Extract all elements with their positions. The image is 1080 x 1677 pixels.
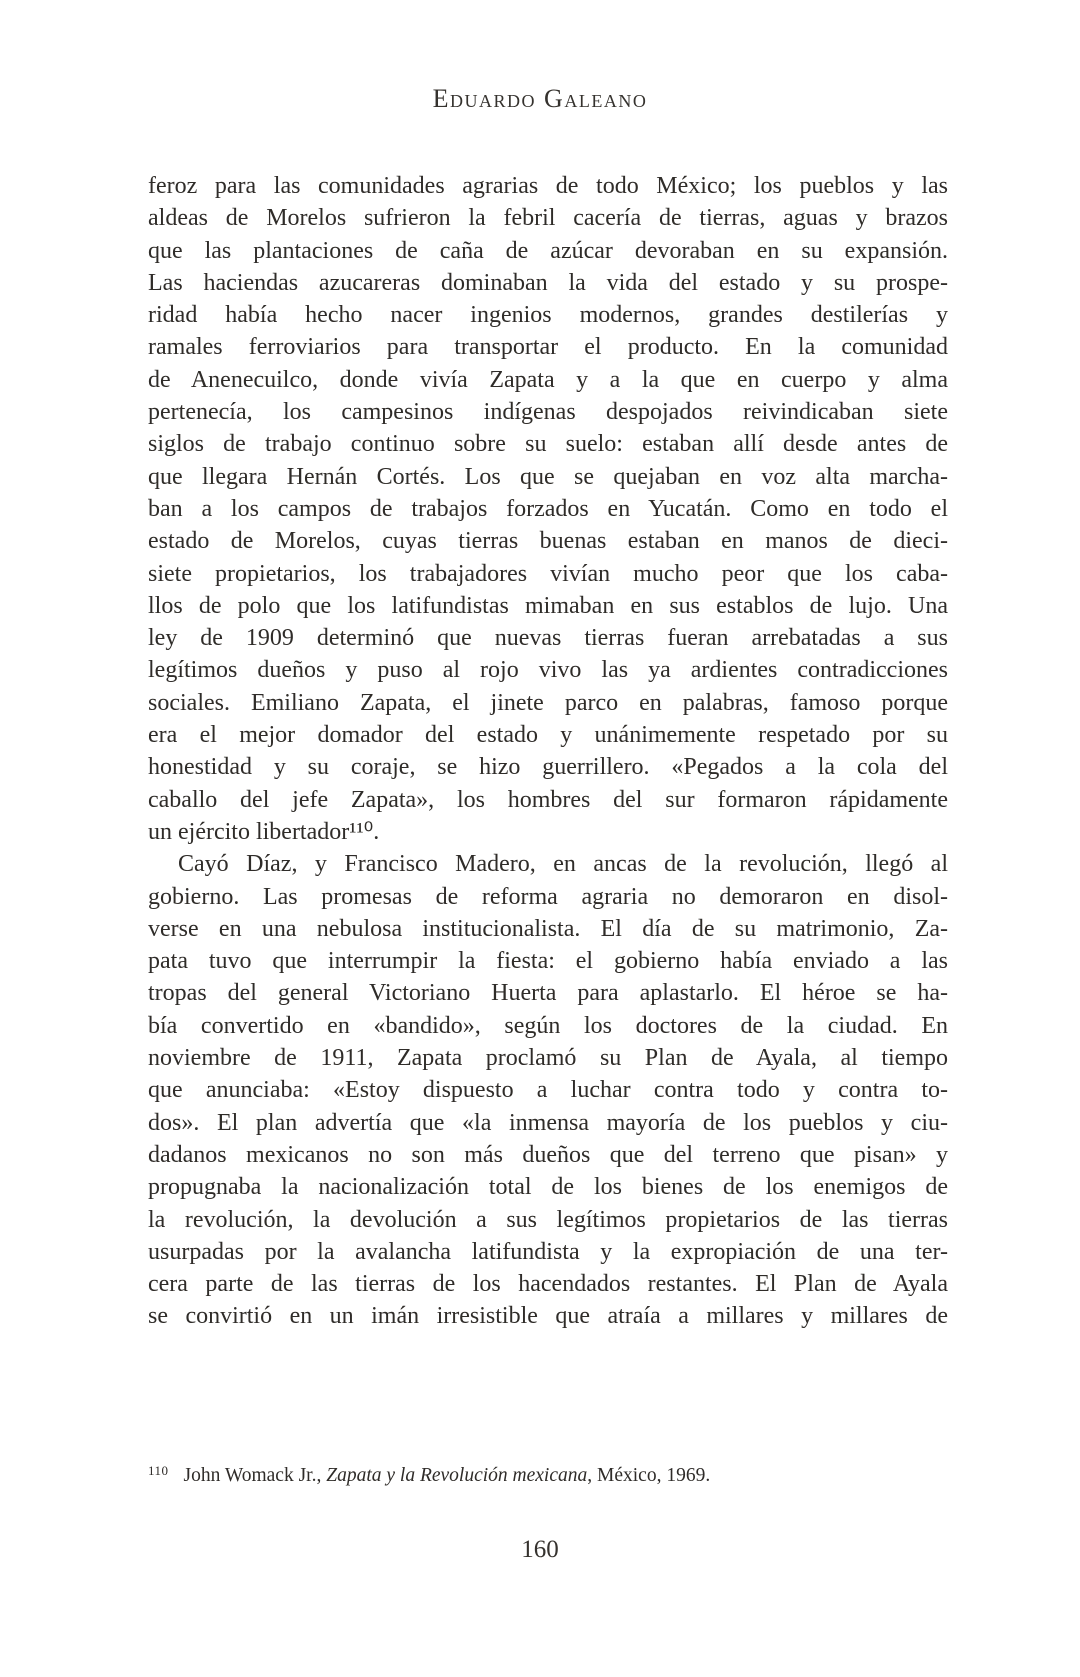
text-line: sociales. Emiliano Zapata, el jinete parco en palabras, famoso porque bbox=[148, 689, 948, 716]
text-line: que llegara Hernán Cortés. Los que se quejaban en voz alta marcha- bbox=[148, 463, 948, 490]
text-line: pata tuvo que interrumpir la fiesta: el gobierno había enviado a las bbox=[148, 948, 948, 975]
text-line: propugnaba la nacionalización total de los bienes de los enemigos de bbox=[148, 1174, 948, 1201]
text-line: pertenecía, los campesinos indígenas despojados reivindicaban siete bbox=[148, 399, 948, 426]
text-line: noviembre de 1911, Zapata proclamó su Plan de Ayala, al tiempo bbox=[148, 1045, 948, 1072]
text-line: usurpadas por la avalancha latifundista y la expropiación de una ter- bbox=[148, 1238, 948, 1265]
text-line: que las plantaciones de caña de azúcar devoraban en su expansión. bbox=[148, 237, 948, 264]
footnote-author: John Womack Jr., bbox=[183, 1465, 327, 1486]
paragraph bbox=[148, 170, 948, 848]
text-line: cera parte de las tierras de los hacendados restantes. El Plan de Ayala bbox=[148, 1271, 948, 1298]
text-line: dadanos mexicanos no son más dueños que del terreno que pisan» y bbox=[148, 1141, 948, 1168]
page-number: 160 bbox=[521, 1536, 559, 1563]
footnote bbox=[148, 1458, 948, 1489]
text-line: bía convertido en «bandido», según los doctores de la ciudad. En bbox=[148, 1012, 948, 1039]
text-line: aldeas de Morelos sufrieron la febril cacería de tierras, aguas y brazos bbox=[148, 205, 948, 232]
text-line: se convirtió en un imán irresistible que atraía a millares y millares de bbox=[148, 1303, 948, 1330]
text-line: gobierno. Las promesas de reforma agraria no demoraron en disol- bbox=[148, 883, 948, 910]
text-line: de Anenecuilco, donde vivía Zapata y a la que en cuerpo y alma bbox=[148, 366, 948, 393]
text-line: honestidad y su coraje, se hizo guerrillero. «Pegados a la cola del bbox=[148, 754, 948, 781]
text-line: dos». El plan advertía que «la inmensa mayoría de los pueblos y ciu- bbox=[148, 1109, 948, 1136]
text-line: ley de 1909 determinó que nuevas tierras fueran arrebatadas a sus bbox=[148, 625, 948, 652]
text-line: un ejército libertador¹¹⁰. bbox=[148, 818, 380, 845]
text-line: Las haciendas azucareras dominaban la vida del estado y su prospe- bbox=[148, 269, 948, 296]
text-line: llos de polo que los latifundistas mimaban en sus establos de lujo. Una bbox=[148, 592, 948, 619]
text-line: tropas del general Victoriano Huerta para aplastarlo. El héroe se ha- bbox=[148, 980, 948, 1007]
text-line: ridad había hecho nacer ingenios modernos, grandes destilerías y bbox=[148, 302, 948, 329]
text-line: caballo del jefe Zapata», los hombres del sur formaron rápidamente bbox=[148, 786, 948, 813]
text-line: siete propietarios, los trabajadores vivían mucho peor que los caba- bbox=[148, 560, 948, 587]
body-text bbox=[148, 170, 948, 1333]
text-line: legítimos dueños y puso al rojo vivo las ya ardientes contradicciones bbox=[148, 657, 948, 684]
footnote-marker: 110 bbox=[148, 1463, 169, 1478]
paragraph bbox=[148, 848, 948, 1332]
footnote-publication: , México, 1969. bbox=[587, 1465, 711, 1486]
text-line: estado de Morelos, cuyas tierras buenas estaban en manos de dieci- bbox=[148, 528, 948, 555]
text-line: ramales ferroviarios para transportar el producto. En la comunidad bbox=[148, 334, 948, 361]
text-line: siglos de trabajo continuo sobre su suelo: estaban allí desde antes de bbox=[148, 431, 948, 458]
footnote-text bbox=[184, 1465, 711, 1486]
running-header: Eduardo Galeano bbox=[432, 84, 648, 113]
text-line: feroz para las comunidades agrarias de todo México; los pueblos y las bbox=[148, 173, 948, 199]
text-line: verse en una nebulosa institucionalista. El día de su matrimonio, Za- bbox=[148, 915, 948, 942]
text-line: Cayó Díaz, y Francisco Madero, en ancas de la revolución, llegó al bbox=[178, 851, 948, 878]
text-line: que anunciaba: «Estoy dispuesto a luchar contra todo y contra to- bbox=[148, 1077, 948, 1104]
text-line: ban a los campos de trabajos forzados en Yucatán. Como en todo el bbox=[148, 495, 948, 522]
footnote-book-title: Zapata y la Revolución mexicana bbox=[326, 1465, 588, 1486]
text-line: la revolución, la devolución a sus legítimos propietarios de las tierras bbox=[148, 1206, 948, 1233]
text-line: era el mejor domador del estado y unánimemente respetado por su bbox=[148, 722, 948, 749]
